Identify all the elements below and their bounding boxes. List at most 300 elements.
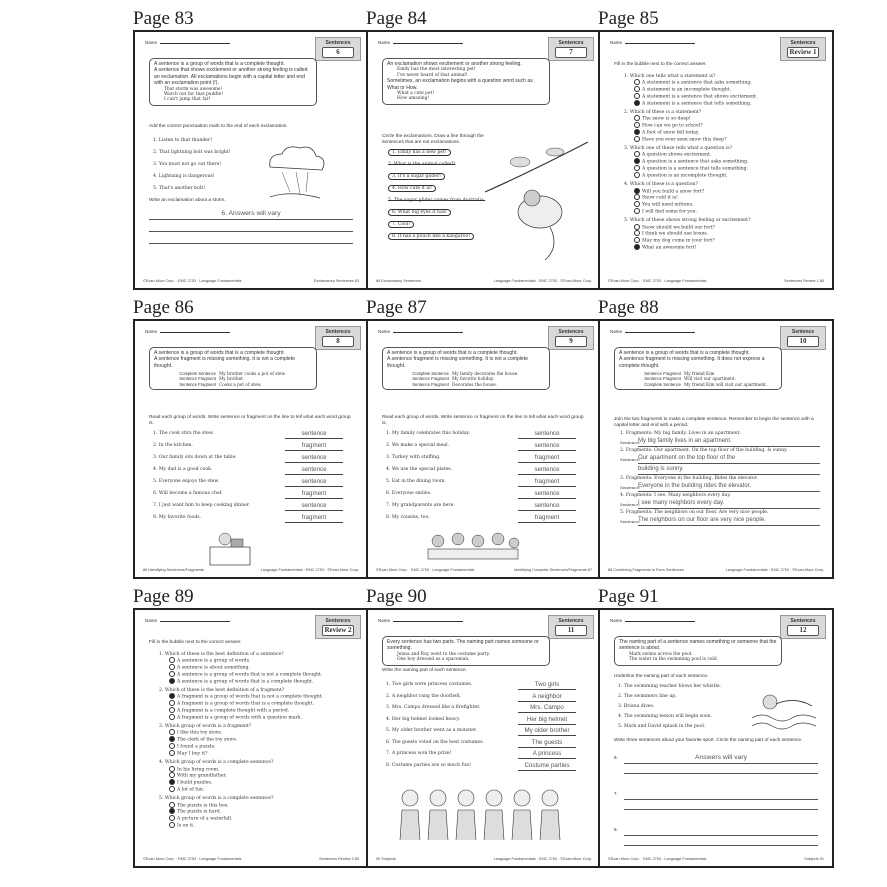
exercise-text: 5. Eat in the dining room. — [386, 479, 446, 484]
answer-line[interactable]: fragment — [518, 513, 576, 523]
answer-bubble-icon[interactable] — [169, 766, 175, 772]
answer-number: 6. — [614, 755, 618, 760]
example-row — [639, 382, 777, 387]
rule-bubble — [149, 347, 317, 390]
sentence-row — [620, 499, 820, 509]
answer-area — [149, 208, 353, 244]
answer-option[interactable] — [634, 158, 822, 165]
answer-bubble-icon[interactable] — [169, 772, 175, 778]
answer-line[interactable]: sentence — [285, 501, 343, 511]
rule-bubble — [614, 347, 782, 390]
exercise-text: 2. We make a special meal. — [386, 443, 450, 448]
sentence-row — [620, 482, 820, 492]
answer-bubble-icon[interactable] — [634, 79, 640, 85]
answer-line[interactable] — [624, 836, 818, 846]
answer-option[interactable] — [634, 122, 822, 129]
answer-line[interactable]: fragment — [518, 453, 576, 463]
answer-option[interactable] — [634, 237, 822, 244]
name-blank — [393, 43, 463, 44]
footer-right: Language Fundamentals · EMC 2753 · ©Evan-Moor Corp. — [493, 279, 592, 283]
example-row — [174, 382, 312, 387]
page-title: Page 83 — [133, 8, 194, 29]
example-type: Sentence Fragment — [644, 376, 681, 382]
fragment-prompt: 4. Fragments: I see. Many neighbors every day. — [620, 493, 731, 498]
name-label: Name — [610, 329, 623, 334]
exercise-text: 1. My family celebrates this holiday. — [386, 431, 471, 436]
answer-bubble-icon[interactable] — [169, 664, 175, 670]
answer-line[interactable]: My big family lives in an apartment. — [638, 437, 820, 447]
answer-line[interactable]: sentence — [285, 465, 343, 475]
question-list — [159, 652, 357, 832]
answer-option[interactable] — [634, 151, 822, 158]
answer-line[interactable]: The neighbors on our floor are very nice people. — [638, 516, 820, 526]
exercise-text: 1. Two girls were princess costumes. — [386, 682, 473, 687]
page-footer — [376, 857, 592, 861]
answer-number: 7. — [614, 791, 618, 796]
exercise-item[interactable] — [388, 160, 485, 172]
answer-line[interactable] — [149, 232, 353, 244]
answer-bubble-icon[interactable] — [634, 158, 640, 164]
answer-option[interactable] — [169, 736, 357, 743]
option-text: The puzzle is hard. — [177, 809, 222, 815]
name-label: Name — [378, 329, 391, 334]
answer-option[interactable] — [169, 671, 357, 678]
answer-line[interactable]: sentence — [518, 501, 576, 511]
lesson-tag — [548, 615, 594, 639]
exercise-item: 2. The swimmers line up. — [618, 694, 677, 699]
footer-left: 88 Combining Fragments to Form Sentences — [608, 568, 684, 572]
answer-option[interactable] — [169, 802, 357, 809]
worksheet-page[interactable] — [133, 30, 369, 290]
option-text: A statement is a sentence that asks something. — [642, 80, 752, 86]
exercise-text: 6. Will become a famous chef. — [153, 491, 223, 496]
question-text: 5. Which group of words is a complete sentence? — [159, 796, 274, 802]
answer-line[interactable]: Mrs. Campo — [518, 703, 576, 713]
answer-bubble-icon[interactable] — [169, 786, 175, 792]
answer-area — [614, 752, 818, 860]
answer-option[interactable] — [169, 808, 357, 815]
answer-line[interactable]: sentence — [518, 429, 576, 439]
example-sentence: Mark swims across the pool. — [629, 651, 693, 657]
exercise-text: 6. Everyone smiles. — [386, 491, 432, 496]
lesson-category: Sentences — [325, 618, 351, 624]
option-text: May I buy it? — [177, 751, 208, 757]
exercise-item — [153, 453, 357, 465]
answer-option[interactable] — [169, 693, 357, 700]
answer-option[interactable] — [169, 700, 357, 707]
answer-line[interactable]: Answers will vary — [624, 752, 818, 764]
question-text: 1. Which of these is the best definition of a sentence? — [159, 652, 284, 657]
rule-text: A sentence fragment is missing something. It does not express a complete thought. — [619, 356, 765, 369]
exercise-list — [153, 136, 257, 196]
instructions: Write the naming part of each sentence. — [382, 668, 467, 673]
answer-bubble-icon[interactable] — [634, 194, 640, 200]
answer-option[interactable] — [634, 136, 822, 143]
answer-line[interactable]: I see many neighbors every day. — [638, 499, 820, 509]
answer-option[interactable] — [169, 729, 357, 736]
answer-line[interactable]: Her big helmet — [518, 715, 576, 725]
lesson-category: Sentences — [558, 618, 584, 624]
fragment-prompt: 3. Fragments: Everyone in the building. Rides the elevator. — [620, 476, 758, 481]
answer-line[interactable]: sentence — [518, 489, 576, 499]
answer-option[interactable] — [169, 664, 357, 671]
rule-bubble — [382, 58, 550, 105]
answer-option[interactable] — [634, 201, 822, 208]
worksheet-page[interactable] — [366, 319, 602, 579]
answer-line[interactable]: sentence — [285, 429, 343, 439]
answer-line[interactable]: The guests — [518, 738, 576, 748]
answer-option[interactable] — [169, 657, 357, 664]
option-text: A question is a sentence that tells something. — [642, 166, 749, 172]
exercise-text: 7. Cool! — [388, 221, 414, 228]
answer-option[interactable] — [634, 129, 822, 136]
lesson-tag — [315, 37, 361, 61]
answer-option[interactable] — [169, 743, 357, 750]
answer-option[interactable] — [634, 100, 822, 107]
storm-cloud-illustration — [260, 142, 330, 202]
exercise-item[interactable] — [388, 172, 485, 184]
answer-option[interactable] — [169, 786, 357, 793]
rule-text: A sentence is a group of words that is a complete thought. — [154, 61, 285, 67]
answer-option[interactable] — [634, 208, 822, 215]
footer-right: Exclamatory Sentences 83 — [313, 279, 359, 283]
name-blank — [625, 43, 695, 44]
exercise-item: 1. Listen to that thunder! — [153, 138, 213, 143]
option-text: Is on it. — [177, 823, 195, 829]
answer-bubble-icon[interactable] — [634, 93, 640, 99]
exercise-list — [386, 680, 590, 772]
example-row — [407, 382, 545, 387]
answer-line[interactable]: Our apartment on the top floor of the — [638, 454, 820, 464]
answer-bubble-icon[interactable] — [634, 122, 640, 128]
answer-bubble-icon[interactable] — [634, 237, 640, 243]
family-dinner-illustration — [418, 527, 528, 567]
name-blank — [160, 332, 230, 333]
exercise-text: 2. A neighbor rang the doorbell. — [386, 693, 462, 699]
exercise-text: 4. Her big helmet looked heavy. — [386, 716, 460, 722]
answer-bubble-icon[interactable] — [169, 678, 175, 684]
answer-line[interactable]: A princess — [518, 749, 576, 759]
page-footer — [608, 857, 824, 861]
lesson-category: Sentences — [558, 329, 584, 335]
exercise-item: 1. The swimming teacher blows her whistle. — [618, 684, 722, 689]
worksheet-page[interactable] — [133, 319, 369, 579]
name-label: Name — [378, 618, 391, 623]
answer-option[interactable] — [169, 678, 357, 685]
answer-bubble-icon[interactable] — [634, 136, 640, 142]
exercise-item: 5. That's another bolt! — [153, 186, 206, 191]
rule-bubble — [149, 58, 317, 106]
sentence-label: Sentence: — [620, 519, 641, 524]
exercise-list — [386, 429, 590, 525]
example-sentence: Jenna and Ray went to the costume party. — [397, 651, 491, 657]
option-text: A picture of a waterfall. — [177, 816, 233, 822]
example-text: My brother cooks a pot of stew. — [219, 371, 286, 377]
exercise-item — [153, 429, 357, 441]
exercise-text: 1. The cook stirs the stew. — [153, 431, 214, 436]
answer-bubble-icon[interactable] — [169, 671, 175, 677]
exercise-item[interactable] — [388, 208, 485, 220]
exercise-item — [386, 692, 590, 704]
answer-bubble-icon[interactable] — [634, 188, 640, 194]
rule-text: A sentence is a group of words that is a complete thought. — [619, 350, 750, 356]
worksheet-page[interactable] — [366, 30, 602, 290]
answer-bubble-icon[interactable] — [634, 208, 640, 214]
instructions: Write an exclamation about a storm. — [149, 198, 226, 203]
footer-left: ©Evan-Moor Corp. · EMC 2753 · Language Fundamentals — [143, 279, 242, 283]
exercise-item — [386, 477, 590, 489]
answer-bubble-icon[interactable] — [634, 201, 640, 207]
instructions: Circle the exclamations. Draw a line through the sentences that are not exclamations. — [382, 134, 484, 145]
answer-bubble-icon[interactable] — [169, 815, 175, 821]
lesson-number: 7 — [555, 47, 587, 58]
exercise-text: 4. We use the special plates. — [386, 467, 453, 472]
answer-option[interactable] — [169, 766, 357, 773]
answer-line[interactable]: Two girls — [518, 680, 576, 690]
exercise-text: 3. Mrs. Campo dressed like a firefighter. — [386, 705, 481, 710]
answer-bubble-icon[interactable] — [169, 808, 175, 814]
answer-bubble-icon[interactable] — [169, 822, 175, 828]
example-text: My favorite holiday. — [452, 376, 494, 382]
option-text: A sentence is about something. — [177, 665, 250, 671]
answer-option[interactable] — [169, 772, 357, 779]
answer-option[interactable] — [634, 244, 822, 251]
answer-bubble-icon[interactable] — [169, 736, 175, 742]
footer-right: Language Fundamentals · EMC 2753 · ©Evan-Moor Corp. — [260, 568, 359, 572]
option-text: A sentence is a group of words that is not a complete thought. — [177, 672, 323, 678]
rule-text: An exclamation shows excitement or another strong feeling. — [387, 61, 522, 67]
answer-line[interactable]: 6. Answers will vary — [149, 208, 353, 220]
exercise-text: 8. My favorite foods. — [153, 515, 202, 520]
answer-bubble-icon[interactable] — [634, 230, 640, 236]
answer-option[interactable] — [634, 172, 822, 179]
option-text: Snow should we build our fort? — [642, 225, 715, 231]
option-text: A foot of snow fell today. — [642, 130, 700, 136]
answer-line[interactable]: sentence — [285, 477, 343, 487]
worksheet-page[interactable] — [133, 608, 369, 868]
option-text: In his living room. — [177, 767, 220, 772]
name-line — [378, 40, 463, 45]
option-text: Snow cold it is! — [642, 195, 678, 201]
answer-option[interactable] — [634, 194, 822, 201]
example-text: Cooks a pot of stew. — [219, 381, 262, 387]
option-text: A fragment is a complete thought with a period. — [177, 708, 290, 714]
answer-line[interactable] — [624, 788, 818, 800]
exercise-text: 5. Everyone enjoys the stew. — [153, 479, 220, 484]
example-text: Decorates the house. — [452, 381, 497, 387]
answer-option[interactable] — [169, 779, 357, 786]
example-type: Sentence Fragment — [644, 371, 681, 377]
answer-option[interactable] — [634, 93, 822, 100]
answer-bubble-icon[interactable] — [169, 779, 175, 785]
instructions: Add the correct punctuation mark to the end of each exclamation. — [149, 124, 288, 129]
question — [159, 652, 357, 685]
exercise-item — [153, 441, 357, 453]
example-type: Sentence Fragment — [179, 381, 216, 387]
answer-line[interactable] — [624, 824, 818, 836]
question — [159, 760, 357, 793]
option-text: A fragment is a group of words that is not a complete thought. — [177, 694, 323, 700]
answer-line[interactable]: fragment — [518, 477, 576, 487]
name-label: Name — [145, 40, 158, 45]
exercise-list — [388, 148, 485, 244]
answer-bubble-icon[interactable] — [169, 657, 175, 663]
footer-right: Sentences Review 1 85 — [784, 279, 824, 283]
question-text: 5. Which of these shows strong feeling or excitement? — [624, 218, 751, 224]
answer-number: 8. — [614, 827, 618, 832]
answer-bubble-icon[interactable] — [169, 707, 175, 713]
answer-option[interactable] — [634, 115, 822, 122]
answer-bubble-icon[interactable] — [634, 86, 640, 92]
answer-line[interactable]: A neighbor — [518, 692, 576, 702]
lesson-tag — [548, 326, 594, 350]
exercise-item[interactable] — [388, 184, 485, 196]
answer-bubble-icon[interactable] — [169, 750, 175, 756]
answer-row — [614, 752, 818, 774]
fragment-prompt: 5. Fragments: The neighbors on our floor. Are very nice people. — [620, 510, 769, 515]
answer-option[interactable] — [634, 165, 822, 172]
instructions: Join the two fragments to make a complete sentence. Remember to begin the sentence with a capital letter and end with a period. — [614, 417, 814, 428]
answer-bubble-icon[interactable] — [634, 115, 640, 121]
footer-left: ©Evan-Moor Corp. · EMC 2753 · Language Fundamentals — [608, 279, 707, 283]
sentence-label: Sentence: — [620, 440, 641, 445]
option-text: How can we go to school? — [642, 123, 703, 129]
answer-bubble-icon[interactable] — [169, 693, 175, 699]
sentence-row — [620, 437, 820, 447]
answer-option[interactable] — [169, 822, 357, 829]
answer-option[interactable] — [634, 230, 822, 237]
example-sentence: That storm was awesome! — [164, 86, 223, 92]
answer-line[interactable]: fragment — [285, 513, 343, 523]
answer-bubble-icon[interactable] — [634, 165, 640, 171]
footer-left: ©Evan-Moor Corp. · EMC 2753 · Language Fundamentals — [608, 857, 707, 861]
name-blank — [393, 332, 463, 333]
exercise-item[interactable] — [388, 232, 485, 244]
instructions: Read each group of words. Write sentence or fragment on the line to tell what each word group is. — [382, 415, 584, 426]
answer-bubble-icon[interactable] — [634, 129, 640, 135]
answer-option[interactable] — [634, 79, 822, 86]
option-text: With my grandfather. — [177, 773, 227, 779]
exercise-list — [620, 431, 820, 527]
page-title: Page 90 — [366, 586, 427, 607]
exercise-item[interactable] — [388, 148, 485, 160]
exercise-list — [153, 429, 357, 525]
worksheet-cell — [598, 8, 880, 298]
worksheet-page[interactable] — [598, 608, 834, 868]
answer-bubble-icon[interactable] — [634, 224, 640, 230]
answer-line[interactable] — [624, 800, 818, 810]
page-footer — [143, 857, 359, 861]
answer-line[interactable]: building is sunny. — [638, 465, 820, 475]
question-text: 1. Which one tells what a statement is? — [624, 74, 716, 79]
option-text: A question is an incomplete thought. — [642, 173, 728, 179]
answer-option[interactable] — [169, 750, 357, 757]
lesson-tag — [780, 615, 826, 639]
exercise-item — [386, 680, 590, 692]
instructions: Fill in the bubble next to the correct answer. — [614, 62, 707, 67]
exercise-item[interactable] — [388, 220, 485, 232]
exercise-item — [386, 489, 590, 501]
sugar-glider-illustration — [480, 132, 590, 262]
answer-bubble-icon[interactable] — [634, 151, 640, 157]
answer-line[interactable]: sentence — [518, 465, 576, 475]
page-title: Page 84 — [366, 8, 427, 29]
rule-text: A sentence is a group of words that is a complete thought. — [154, 350, 285, 356]
name-label: Name — [610, 618, 623, 623]
example-text: My brother. — [219, 376, 244, 382]
answer-option[interactable] — [169, 815, 357, 822]
instructions: Underline the naming part of each sentence. — [614, 674, 709, 679]
lesson-category: Sentences — [558, 40, 584, 46]
page-title: Page 89 — [133, 586, 194, 607]
answer-row — [614, 788, 818, 810]
worksheet-page[interactable] — [366, 608, 602, 868]
answer-option[interactable] — [634, 86, 822, 93]
answer-bubble-icon[interactable] — [634, 100, 640, 106]
exercise-item — [620, 510, 820, 526]
answer-line[interactable]: fragment — [285, 441, 343, 451]
page-footer — [608, 279, 824, 283]
exercise-item — [386, 501, 590, 513]
answer-bubble-icon[interactable] — [169, 743, 175, 749]
answer-bubble-icon[interactable] — [169, 729, 175, 735]
answer-option[interactable] — [634, 188, 822, 195]
answer-line[interactable]: sentence — [518, 441, 576, 451]
answer-line[interactable]: Everyone in the building rides the elevator. — [638, 482, 820, 492]
answer-bubble-icon[interactable] — [634, 172, 640, 178]
answer-line[interactable] — [149, 220, 353, 232]
answer-line[interactable]: Costume parties — [518, 761, 576, 771]
example-table — [639, 371, 777, 387]
name-blank — [625, 621, 695, 622]
answer-option[interactable] — [169, 707, 357, 714]
answer-option[interactable] — [634, 224, 822, 231]
answer-line[interactable]: sentence — [285, 453, 343, 463]
lesson-number: 6 — [322, 47, 354, 58]
worksheet-page[interactable] — [598, 30, 834, 290]
fragment-prompt: 2. Fragments: Our apartment. On the top floor of the building. Is sunny. — [620, 448, 788, 453]
footer-right: Sentences Review 2 89 — [319, 857, 359, 861]
question-text: 2. Which of these is the best definition of a fragment? — [159, 688, 285, 694]
example-type: Complete Sentence — [644, 381, 681, 387]
answer-bubble-icon[interactable] — [634, 244, 640, 250]
exercise-item — [386, 738, 590, 750]
answer-option[interactable] — [169, 714, 357, 721]
exercise-item[interactable] — [388, 196, 485, 208]
worksheet-page[interactable] — [598, 319, 834, 579]
lesson-tag — [548, 37, 594, 61]
answer-bubble-icon[interactable] — [169, 714, 175, 720]
exercise-text: 4. My dad is a good cook. — [153, 467, 213, 472]
question — [624, 110, 822, 143]
answer-bubble-icon[interactable] — [169, 700, 175, 706]
lesson-category: Sentences — [790, 40, 816, 46]
example-sentence: The water in the swimming pool is cold. — [629, 657, 719, 663]
sentence-row — [620, 516, 820, 526]
option-text: A statement is a sentence that tells something. — [642, 101, 752, 107]
answer-bubble-icon[interactable] — [169, 802, 175, 808]
option-text: Have you ever seen snow this deep? — [642, 137, 727, 143]
exercise-text: 6. What big eyes it has! — [388, 209, 451, 216]
exercise-text: 2. What is the animal called? — [388, 162, 456, 167]
lesson-category: Sentence — [791, 329, 815, 335]
example-type: Complete Sentence — [179, 371, 216, 377]
answer-line[interactable]: My older brother — [518, 726, 576, 736]
answer-line[interactable] — [624, 764, 818, 774]
answer-line[interactable]: fragment — [285, 489, 343, 499]
example-type: Complete Sentence — [412, 371, 449, 377]
exercise-text: 8. Costume parties are so much fun! — [386, 762, 472, 768]
